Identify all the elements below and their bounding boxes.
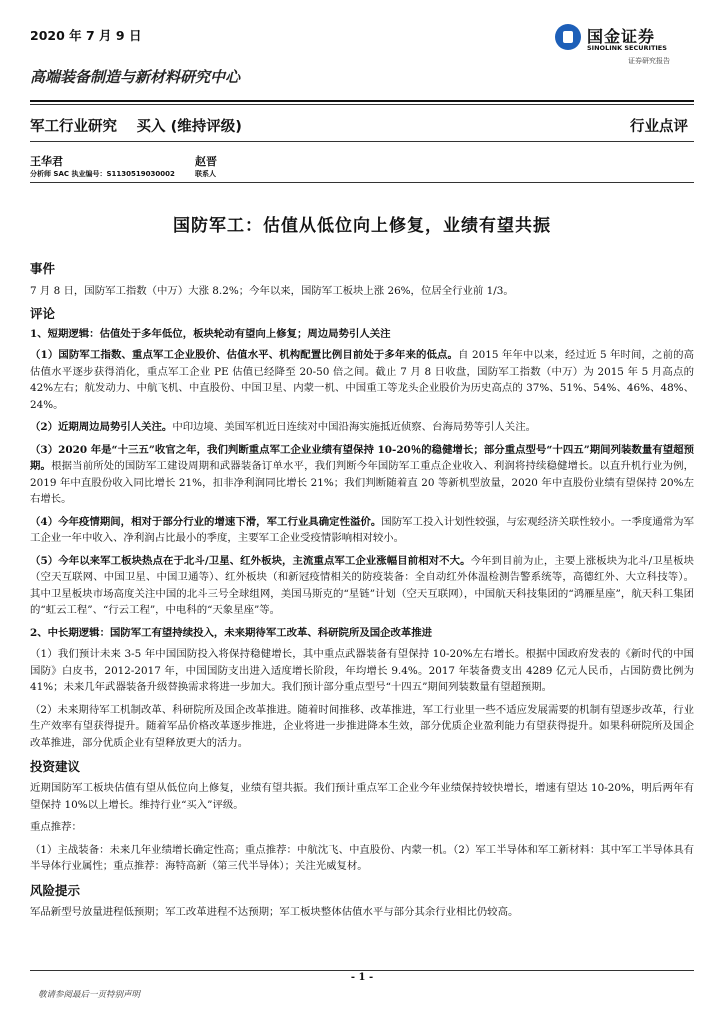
paragraph-text: 自 2015 年年中以来，经过近 5 年时间，之前的高估值水平逐步获得消化，重点军工企业 PE 估值已经降至 20-50 倍之间。截止 7 月 8 日收盘，国防军工指数（中万）为 2015 年 5 月高点的 42%左右；航发动力、中航飞机、中直股份、中国卫星、内蒙一机、中国重工等龙头企业股价为历史高点的 37%、51%、54%、46%、48%、24%。 (30, 349, 694, 411)
paragraph: 军品新型号放量进程低预期；军工改革进程不达预期；军工板块整体估值水平与部分其余行业相比仍较高。 (30, 905, 519, 918)
paragraph-text: 中印边境、美国军机近日连续对中国沿海实施抵近侦察、台海局势等引人关注。 (172, 421, 536, 433)
footer-divider (30, 970, 694, 971)
paragraph-text: 国防军工投入计划性较强，与宏观经济关联性较小。一季度通常为军工企业一年中收入、净利润占比最小的季度，主要军工企业受疫情影响相对较小。 (30, 515, 694, 544)
paragraph-lead: （4）今年疫情期间，相对于部分行业的增速下滑，军工行业具确定性溢价。 (30, 515, 382, 528)
section-heading: 投资建议 (30, 759, 81, 774)
paragraph: 7 月 8 日，国防军工指数（中万）大涨 8.2%；今年以来，国防军工板块上涨 26%，位居全行业前 1/3。 (30, 285, 514, 297)
paragraph-lead: （2）近期周边局势引人关注。 (30, 421, 173, 433)
paragraph-text: 根据当前所处的国防军工建设周期和武器装备订单水平，我们判断今年国防军工重点企业收入、利润将持续稳健增长。以直升机行业为例，2019 年中直股份收入同比增长 21%，扣非净利润同比增长 21%；我们判断随着直 20 等新机型放量，2020 年中直股份业绩有望保持 20%左右增长。 (30, 460, 695, 505)
logo-subtitle: 证券研究报告 (628, 57, 670, 65)
logo-icon (555, 24, 581, 50)
company-logo (555, 24, 695, 68)
subsection-heading: 1、短期逻辑：估值处于多年低位，板块轮动有望向上修复；周边局势引人关注 (30, 327, 391, 340)
author-name: 王华君 (30, 155, 63, 168)
subsection-heading: 2、中长期逻辑：国防军工有望持续投入，未来期待军工改革、科研院所及国企改革推进 (30, 626, 433, 639)
section-heading: 事件 (30, 261, 56, 276)
paragraph: （1）我们预计未来 3-5 年中国国防投入将保持稳健增长，其中重点武器装备有望保持 10-20%左右增长。根据中国政府发表的《新时代的中国国防》白皮书，2012-2017 年，中国国防支出进入适度增长阶段，年均增长 9.4%。2017 年装备费支出 4289 亿元人民币，占国防费比例为 41%；未来几年武器装备升级替换需求将进一步加大。我们预计部分重点型号“十四五”期间列装数量有望超预期。 (30, 648, 694, 693)
footer-disclaimer: 敬请参阅最后一页特别声明 (38, 990, 141, 1000)
page-number: - 1 - (350, 972, 374, 983)
industry-rating: 军工行业研究 买入 (维持评级) (30, 119, 242, 135)
paragraph (30, 442, 694, 508)
paragraph-lead: （3）2020 年是“十三五”收官之年，我们判断重点军工企业业绩有望保持 10-20％的稳健增长；部分重点型号“十四五”期间列装数量有望超预期。 (30, 443, 694, 472)
paragraph (30, 347, 694, 413)
paragraph (30, 419, 694, 436)
author-divider (30, 182, 694, 183)
paragraph-lead: （5）今年以来军工板块热点在于北斗/卫星、红外板块，主流重点军工企业涨幅目前相对不大。 (30, 554, 471, 567)
header-divider-thin (30, 104, 694, 105)
paragraph: （1）主战装备：未来几年业绩增长确定性高；重点推荐：中航沈飞、中直股份、内蒙一机。（2）军工半导体和军工新材料：其中军工半导体具有半导体行业属性；重点推荐：海特高新（第三代半导体）；关注光威复材。 (30, 843, 694, 872)
report-type: 行业点评 (630, 118, 688, 135)
research-center: 高端装备制造与新材料研究中心 (30, 68, 241, 86)
report-title: 国防军工：估值从低位向上修复，业绩有望共振 (173, 216, 551, 236)
paragraph: 重点推荐： (30, 821, 82, 833)
section-heading: 风险提示 (30, 882, 81, 898)
report-body (30, 259, 694, 920)
paragraph-text: 今年到目前为止，主要上涨板块为北斗/卫星板块（空天互联网、中国卫星、中国卫通等）、红外板块（和新冠疫情相关的防疫装备：全自动红外体温检测告警系统等，高德红外、大立科技等）。其中卫星板块市场高度关注中国的北斗三号全球组网，美国马斯克的“星链”计划（空天互联网），中国航天科技集团的“鸿雁星座”，航天科工集团的“虹云工程”、“行云工程”，中电科的“天象星座”等。 (30, 554, 695, 616)
logo-text-en: SINOLINK SECURITIES (587, 44, 667, 52)
paragraph-lead: （1）国防军工指数、重点军工企业股价、估值水平、机构配置比例目前处于多年来的低点。 (30, 349, 459, 361)
contact-name: 赵晋 (195, 155, 217, 168)
author-credential: 分析师 SAC 执业编号：S1130519030002 (30, 170, 175, 178)
paragraph (30, 514, 694, 547)
section-heading: 评论 (30, 305, 56, 321)
paragraph: 近期国防军工板块估值有望从低位向上修复，业绩有望共振。我们预计重点军工企业今年业绩保持较快增长，增速有望达 10-20%，明后两年有望保持 10%以上增长。维持行业“买入”评级。 (30, 782, 694, 811)
paragraph: （2）未来期待军工机制改革、科研院所及国企改革推进。随着时间推移、改革推进，军工行业里一些不适应发展需要的机制有望逐步改革，行业生产效率有望获得提升。随着军品价格改革逐步推进，企业将进一步推进降本生效，部分优质企业盈利能力有望获得提升。如果科研院所及国企改革推进，部分优质企业有望释放更大的活力。 (30, 703, 694, 749)
header-divider (30, 100, 694, 102)
contact-label: 联系人 (195, 170, 216, 178)
rating-divider (30, 141, 694, 142)
paragraph (30, 553, 694, 619)
industry-rating-row (30, 115, 694, 136)
logo-text-cn: 国金证券 (587, 27, 656, 46)
report-date: 2020 年 7 月 9 日 (30, 28, 142, 43)
